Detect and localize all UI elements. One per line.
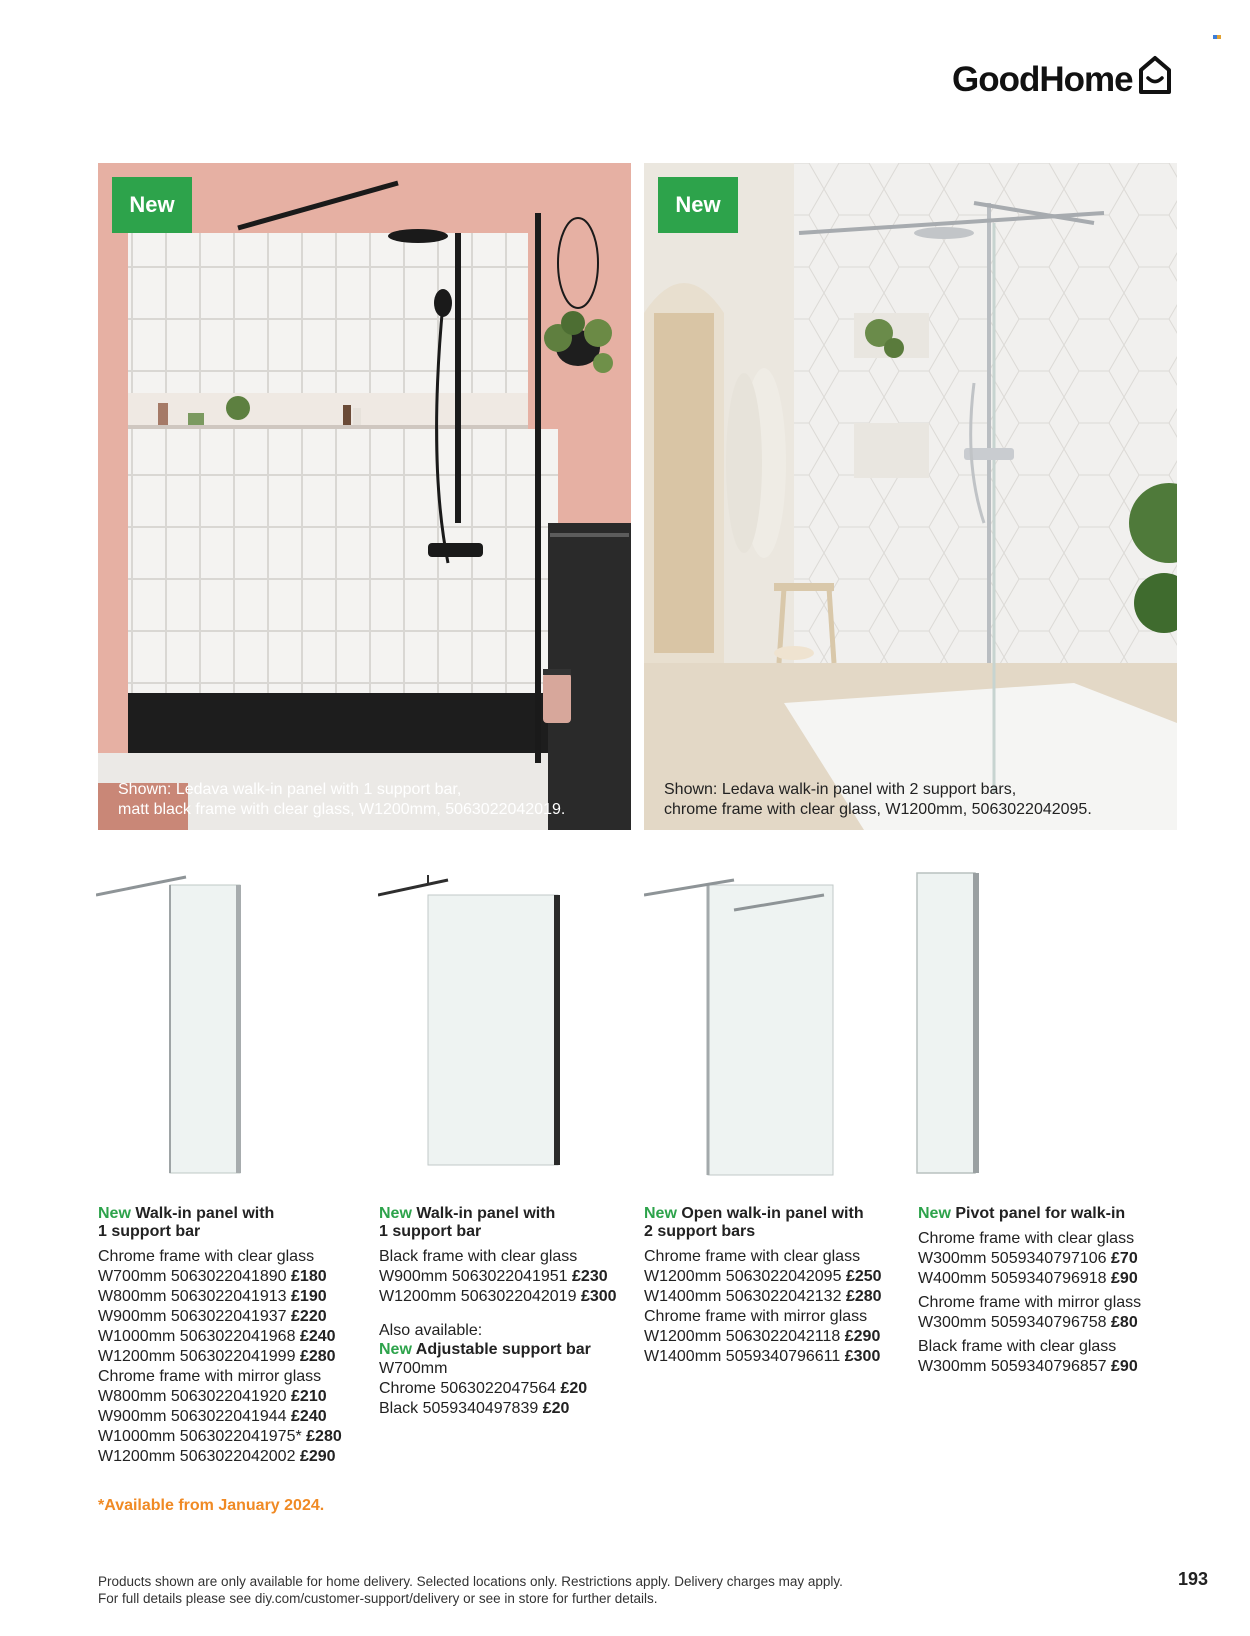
variant-row — [644, 1287, 904, 1307]
product-title — [644, 1205, 904, 1223]
variant-heading: Chrome frame with mirror glass — [98, 1368, 322, 1385]
variant-row — [98, 1427, 358, 1447]
availability-note: *Available from January 2024. — [98, 1497, 325, 1514]
variant-price: £280 — [306, 1428, 342, 1445]
variant-heading: Chrome frame with mirror glass — [918, 1294, 1142, 1311]
variant-row — [379, 1287, 639, 1307]
variant-row — [98, 1407, 358, 1427]
variant-spec: W1000mm 5063022041975* — [98, 1428, 302, 1445]
caption-line: chrome frame with clear glass, W1200mm, 5063022042095. — [664, 801, 1092, 818]
accessory-title — [379, 1341, 639, 1359]
variant-row — [918, 1249, 1178, 1269]
variant-spec: W700mm 5063022041890 — [98, 1268, 287, 1285]
variant-spec: W300mm 5059340796857 — [918, 1358, 1107, 1375]
product-title — [918, 1205, 1178, 1223]
variant-price: £20 — [542, 1400, 570, 1417]
product-title — [379, 1205, 639, 1223]
variant-spec: W1400mm 5059340796611 — [644, 1348, 841, 1365]
variant-spec: W800mm 5063022041913 — [98, 1288, 287, 1305]
variant-price: £220 — [291, 1308, 327, 1325]
photo-caption — [664, 780, 1092, 820]
photo-caption — [118, 780, 565, 820]
product-open-walk-in-panel — [644, 1205, 904, 1367]
variant-price: £300 — [580, 1288, 617, 1305]
variant-row — [98, 1287, 358, 1307]
accessory-title-text: Adjustable support bar — [415, 1341, 591, 1358]
product-title-line: 1 support bar — [379, 1223, 482, 1240]
variant-row — [918, 1269, 1178, 1289]
page-number: 193 — [1178, 1569, 1209, 1589]
variant-row — [918, 1357, 1178, 1377]
product-title-line: 1 support bar — [98, 1223, 201, 1240]
variant-spec: W900mm 5063022041937 — [98, 1308, 287, 1325]
product-title-line: 2 support bars — [644, 1223, 756, 1240]
product-title-line: Walk-in panel with — [416, 1205, 556, 1222]
footer-line: For full details please see diy.com/customer-support/delivery or see in store for further details. — [98, 1591, 658, 1606]
variant-spec: Black 5059340497839 — [379, 1400, 539, 1417]
caption-line: Shown: Ledava walk-in panel with 1 support bar, — [118, 781, 462, 798]
new-tag: New — [379, 1341, 412, 1358]
variant-price: £20 — [560, 1380, 588, 1397]
variant-heading: Chrome frame with clear glass — [644, 1248, 861, 1265]
variant-row — [98, 1347, 358, 1367]
variant-row — [98, 1387, 358, 1407]
product-title — [98, 1205, 358, 1223]
variant-heading: Chrome frame with mirror glass — [644, 1308, 868, 1325]
variant-row — [644, 1327, 904, 1347]
photo-chrome-frame-shower — [644, 163, 1177, 830]
caption-line: matt black frame with clear glass, W1200mm, 5063022042019. — [118, 801, 566, 818]
new-badge: New — [658, 177, 738, 233]
variant-spec: W400mm 5059340796918 — [918, 1270, 1107, 1287]
variant-row — [918, 1313, 1178, 1333]
variant-price: £90 — [1111, 1270, 1138, 1287]
variant-price: £80 — [1111, 1314, 1138, 1331]
new-tag: New — [644, 1205, 677, 1222]
brand-name: GoodHome — [952, 60, 1133, 99]
caption-line: Shown: Ledava walk-in panel with 2 support bars, — [664, 781, 1017, 798]
product-walk-in-panel-chrome — [98, 1205, 358, 1467]
footer-disclaimer — [98, 1573, 843, 1607]
variant-price: £70 — [1111, 1250, 1138, 1267]
bathroom-scene-2 — [644, 163, 1177, 830]
variant-price: £240 — [299, 1328, 336, 1345]
variant-row — [98, 1307, 358, 1327]
photo-black-frame-shower — [98, 163, 631, 830]
walk-in-panel-chrome-image — [96, 865, 246, 1185]
variant-price: £240 — [291, 1408, 327, 1425]
variant-spec: W300mm 5059340796758 — [918, 1314, 1107, 1331]
variant-price: £230 — [572, 1268, 608, 1285]
corner-marker-icon — [1213, 34, 1221, 40]
variant-price: £190 — [291, 1288, 327, 1305]
variant-heading: Black frame with clear glass — [918, 1338, 1117, 1355]
accessory-width: W700mm — [379, 1360, 448, 1377]
also-available-label: Also available: — [379, 1322, 483, 1339]
variant-price: £280 — [299, 1348, 336, 1365]
variant-price: £180 — [291, 1268, 327, 1285]
variant-price: £300 — [844, 1348, 881, 1365]
footer-line: Products shown are only available for home delivery. Selected locations only. Restrictions apply. Delivery charges may apply. — [98, 1574, 843, 1589]
variant-heading: Chrome frame with clear glass — [918, 1230, 1135, 1247]
variant-spec: W1200mm 5063022042002 — [98, 1448, 296, 1465]
variant-row — [644, 1347, 904, 1367]
variant-row — [379, 1399, 639, 1419]
variant-spec: W1400mm 5063022042132 — [644, 1288, 842, 1305]
variant-spec: W1200mm 5063022042118 — [644, 1328, 841, 1345]
new-tag: New — [98, 1205, 131, 1222]
product-pivot-panel — [918, 1205, 1178, 1377]
pivot-panel-image — [915, 865, 985, 1185]
product-title-line: Walk-in panel with — [135, 1205, 275, 1222]
variant-price: £90 — [1111, 1358, 1138, 1375]
variant-row — [98, 1267, 358, 1287]
variant-heading: Black frame with clear glass — [379, 1248, 578, 1265]
variant-heading: Chrome frame with clear glass — [98, 1248, 315, 1265]
variant-spec: W1000mm 5063022041968 — [98, 1328, 296, 1345]
variant-spec: W800mm 5063022041920 — [98, 1388, 287, 1405]
variant-spec: W900mm 5063022041944 — [98, 1408, 287, 1425]
variant-spec: W1200mm 5063022042095 — [644, 1268, 842, 1285]
variant-price: £250 — [845, 1268, 882, 1285]
variant-price: £290 — [299, 1448, 336, 1465]
goodhome-logo — [952, 54, 1176, 100]
variant-spec: W1200mm 5063022041999 — [98, 1348, 296, 1365]
new-badge: New — [112, 177, 192, 233]
variant-row — [379, 1379, 639, 1399]
new-tag: New — [379, 1205, 412, 1222]
variant-spec: Chrome 5063022047564 — [379, 1380, 557, 1397]
variant-spec: W900mm 5063022041951 — [379, 1268, 568, 1285]
house-smile-icon — [1137, 54, 1173, 96]
product-walk-in-panel-black — [379, 1205, 639, 1419]
bathroom-scene-1 — [98, 163, 631, 830]
open-walk-in-panel-image — [644, 865, 844, 1185]
variant-row — [379, 1267, 639, 1287]
variant-row — [98, 1447, 358, 1467]
variant-price: £290 — [844, 1328, 881, 1345]
variant-spec: W1200mm 5063022042019 — [379, 1288, 577, 1305]
product-title-line: Open walk-in panel with — [681, 1205, 864, 1222]
variant-price: £210 — [291, 1388, 327, 1405]
variant-row — [98, 1327, 358, 1347]
new-tag: New — [918, 1205, 951, 1222]
variant-row — [644, 1267, 904, 1287]
walk-in-panel-black-image — [378, 865, 568, 1185]
product-title-line: Pivot panel for walk-in — [955, 1205, 1126, 1222]
variant-price: £280 — [845, 1288, 882, 1305]
variant-spec: W300mm 5059340797106 — [918, 1250, 1107, 1267]
